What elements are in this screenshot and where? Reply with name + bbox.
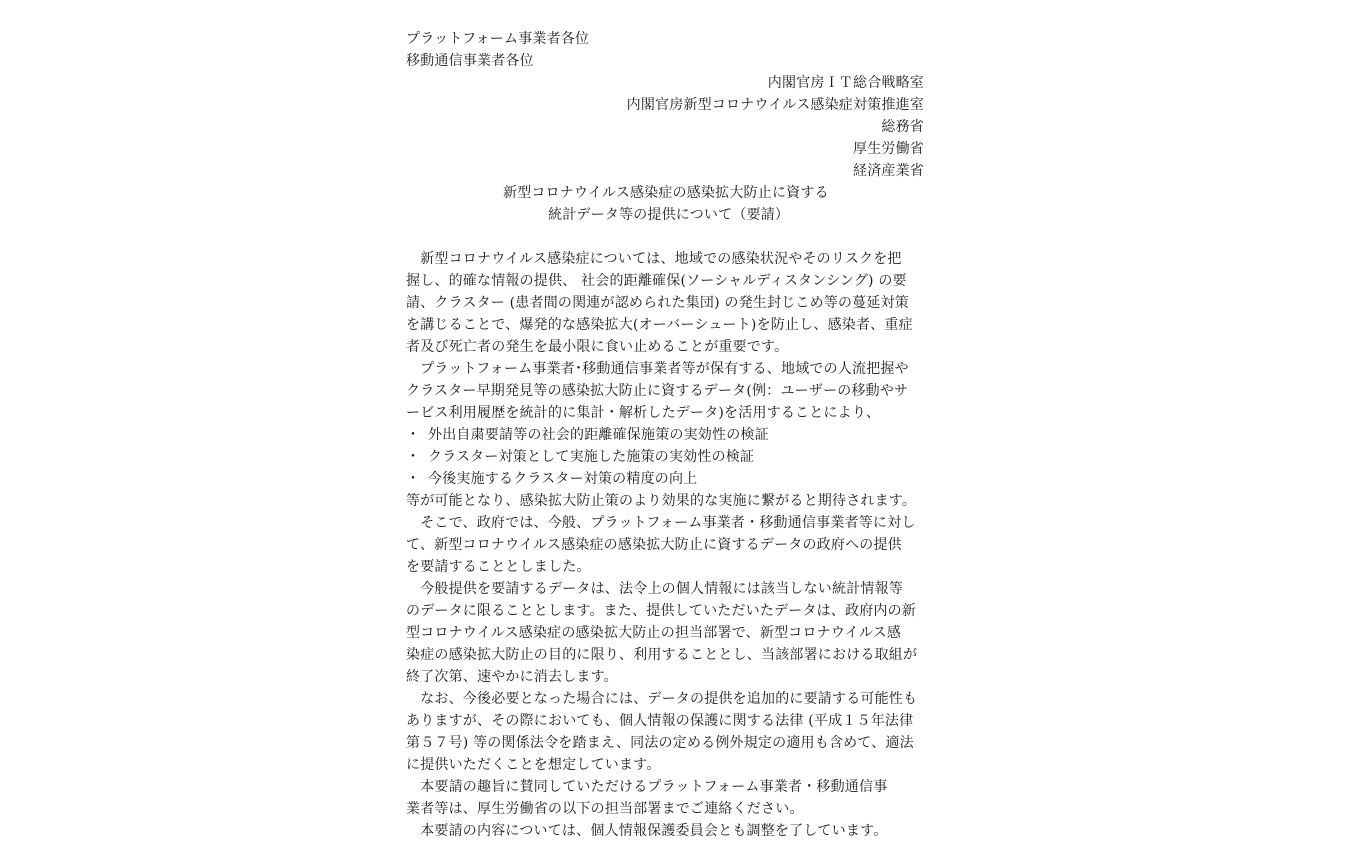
body-line: なお、今後必要となった場合には、データの提供を追加的に要請する可能性も [406, 691, 918, 707]
title-line: 統計データ等の提供について（要請） [548, 207, 790, 223]
body-line: 終了次第、速やかに消去します。 [406, 669, 618, 685]
sender-block [406, 72, 924, 182]
body-line: 者及び死亡者の発生を最小限に食い止めることが重要です。 [406, 339, 789, 355]
body-line: クラスター早期発見等の感染拡大防止に資するデータ(例：ユーザーの移動やサ [406, 383, 909, 399]
addressee-block [406, 28, 924, 72]
body-paragraphs-1 [406, 248, 924, 424]
body-line: 今般提供を要請するデータは、法令上の個人情報には該当しない統計情報等 [406, 581, 903, 597]
sender-line: 経済産業省 [853, 163, 924, 179]
body-line: を講じることで、爆発的な感染拡大(オーバーシュート)を防止し、感染者、重症 [406, 317, 913, 333]
body-line: ありますが、その際においても、個人情報の保護に関する法律 (平成１５年法律 [406, 713, 914, 729]
body-line: 新型コロナウイルス感染症については、地域での感染状況やそのリスクを把 [406, 251, 902, 267]
body-line: を要請することとしました。 [406, 559, 591, 575]
body-line: 等が可能となり、感染拡大防止策のより効果的な実施に繋がると期待されます。 [406, 493, 917, 509]
sender-line: 総務省 [881, 119, 924, 135]
bullet-text: 今後実施するクラスター対策の精度の向上 [428, 471, 698, 487]
document-title [406, 182, 924, 226]
body-line: て、新型コロナウイルス感染症の感染拡大防止に資するデータの政府への提供 [406, 537, 902, 553]
spacer [406, 226, 924, 248]
addressee-line: プラットフォーム事業者各位 [406, 31, 590, 47]
body-line: に提供いただくことを想定しています。 [406, 757, 661, 773]
sender-line: 内閣官房新型コロナウイルス感染症対策推進室 [626, 97, 924, 113]
document-page [406, 28, 924, 842]
body-paragraphs-2 [406, 490, 924, 842]
body-line: 業者等は、厚生労働省の以下の担当部署までご連絡ください。 [406, 801, 804, 817]
addressee-line: 移動通信事業者各位 [406, 53, 534, 69]
bullet-list [406, 424, 924, 490]
body-line: 第５７号) 等の関係法令を踏まえ、同法の定める例外規定の適用も含めて、適法 [406, 735, 914, 751]
bullet-item [406, 424, 924, 446]
bullet-item [406, 446, 924, 468]
sender-line: 厚生労働省 [853, 141, 924, 157]
title-line: 新型コロナウイルス感染症の感染拡大防止に資する [503, 185, 829, 201]
body-line: 請、クラスター (患者間の関連が認められた集団) の発生封じこめ等の蔓延対策 [406, 295, 910, 311]
body-line: 本要請の趣旨に賛同していただけるプラットフォーム事業者・移動通信事 [406, 779, 888, 795]
bullet-item [406, 468, 924, 490]
body-line: ービス利用履歴を統計的に集計・解析したデータ)を活用することにより、 [406, 405, 881, 421]
bullet-text: 外出自粛要請等の社会的距離確保施策の実効性の検証 [428, 427, 769, 443]
body-line: 染症の感染拡大防止の目的に限り、利用することとし、当該部署における取組が [406, 647, 918, 663]
body-line: 握し、的確な情報の提供、 社会的距離確保(ソーシャルディスタンシング) の要 [406, 273, 907, 289]
body-line: 型コロナウイルス感染症の感染拡大防止の担当部署で、新型コロナウイルス感 [406, 625, 902, 641]
bullet-mark: ・ [406, 471, 421, 487]
body-line: 本要請の内容については、個人情報保護委員会とも調整を了しています。 [406, 823, 888, 839]
body-line: プラットフォーム事業者･移動通信事業者等が保有する、地域での人流把握や [406, 361, 909, 377]
bullet-mark: ・ [406, 427, 421, 443]
body-line: のデータに限ることとします。また、提供していただいたデータは、政府内の新 [406, 603, 917, 619]
bullet-text: クラスター対策として実施した施策の実効性の検証 [428, 449, 755, 465]
bullet-mark: ・ [406, 449, 421, 465]
body-line: そこで、政府では、今般、プラットフォーム事業者・移動通信事業者等に対し [406, 515, 916, 531]
sender-line: 内閣官房ＩＴ総合戦略室 [767, 75, 924, 91]
